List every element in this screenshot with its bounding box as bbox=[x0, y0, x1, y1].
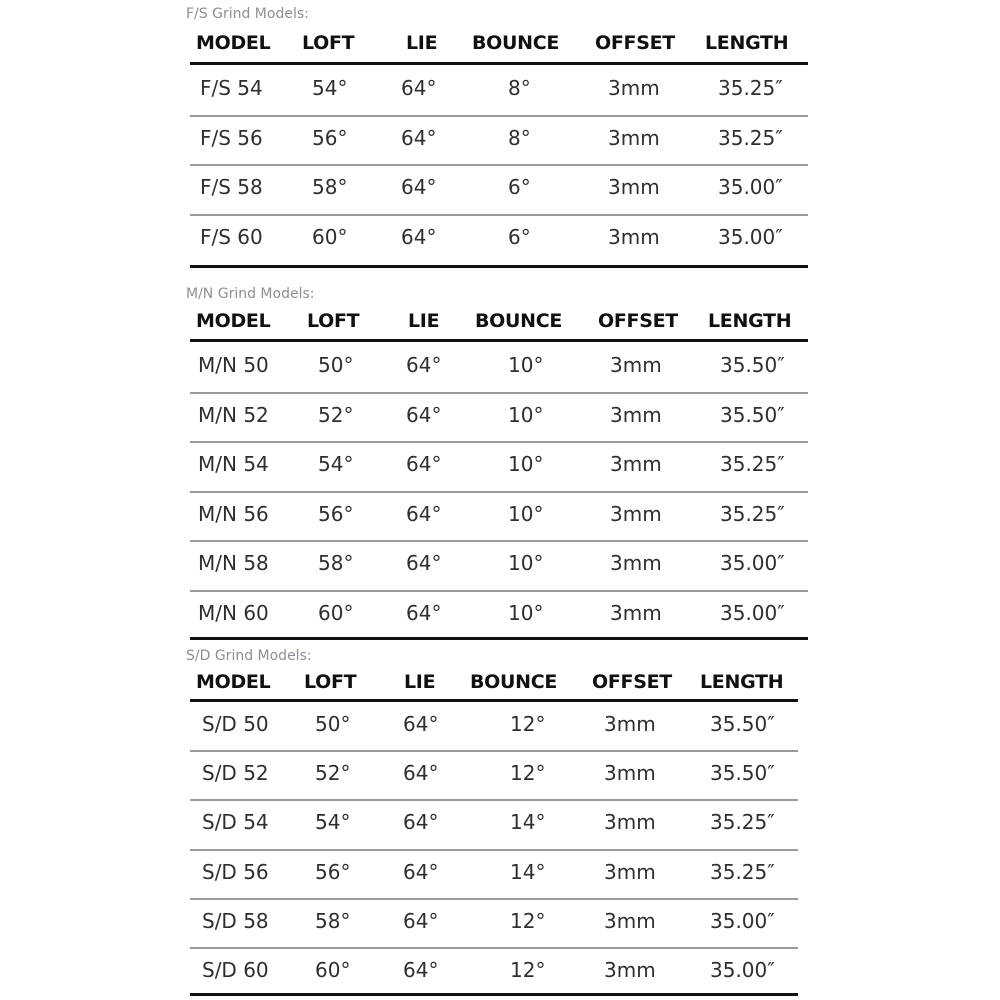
cell-length: 35.50″ bbox=[710, 761, 775, 786]
cell-model: M/N 60 bbox=[198, 601, 269, 625]
cell-length: 35.00″ bbox=[720, 601, 785, 625]
header-offset: OFFSET bbox=[595, 32, 675, 54]
cell-model: S/D 52 bbox=[202, 761, 269, 786]
cell-loft: 52° bbox=[318, 402, 354, 427]
cell-model: S/D 50 bbox=[202, 712, 269, 736]
cell-model: F/S 56 bbox=[200, 125, 263, 150]
cell-model: M/N 54 bbox=[198, 452, 269, 477]
section-title: S/D Grind Models: bbox=[186, 648, 312, 664]
cell-loft: 60° bbox=[318, 601, 354, 625]
table-row bbox=[190, 810, 798, 840]
cell-offset: 3mm bbox=[604, 958, 656, 982]
cell-model: M/N 52 bbox=[198, 402, 269, 427]
header-lie: LIE bbox=[404, 671, 436, 693]
cell-bounce: 10° bbox=[508, 452, 544, 477]
cell-loft: 58° bbox=[315, 908, 351, 933]
header-model: MODEL bbox=[196, 671, 271, 693]
cell-model: M/N 56 bbox=[198, 501, 269, 526]
cell-bounce: 12° bbox=[510, 908, 546, 933]
cell-bounce: 12° bbox=[510, 712, 546, 736]
cell-loft: 60° bbox=[312, 225, 348, 250]
cell-length: 35.25″ bbox=[710, 859, 775, 884]
cell-offset: 3mm bbox=[610, 501, 662, 526]
cell-bounce: 10° bbox=[508, 353, 544, 377]
cell-model: S/D 58 bbox=[202, 908, 269, 933]
cell-loft: 54° bbox=[318, 452, 354, 477]
cell-length: 35.50″ bbox=[720, 353, 785, 377]
header-loft: LOFT bbox=[304, 671, 357, 693]
cell-loft: 56° bbox=[312, 125, 348, 150]
row-divider bbox=[190, 849, 798, 851]
section-title: F/S Grind Models: bbox=[186, 6, 309, 22]
cell-model: F/S 54 bbox=[200, 76, 263, 100]
cell-lie: 64° bbox=[401, 76, 437, 100]
table-row bbox=[190, 958, 798, 988]
cell-lie: 64° bbox=[406, 601, 442, 625]
cell-loft: 50° bbox=[318, 353, 354, 377]
cell-length: 35.00″ bbox=[720, 551, 785, 576]
table-header bbox=[190, 671, 798, 699]
cell-lie: 64° bbox=[403, 859, 439, 884]
cell-bounce: 8° bbox=[508, 125, 531, 150]
table-row bbox=[190, 860, 798, 890]
cell-bounce: 14° bbox=[510, 859, 546, 884]
cell-offset: 3mm bbox=[604, 908, 656, 933]
header-lie: LIE bbox=[406, 32, 438, 54]
header-bounce: BOUNCE bbox=[475, 310, 563, 332]
header-length: LENGTH bbox=[705, 32, 789, 54]
cell-bounce: 10° bbox=[508, 402, 544, 427]
cell-model: F/S 58 bbox=[200, 175, 263, 200]
cell-lie: 64° bbox=[406, 353, 442, 377]
cell-bounce: 12° bbox=[510, 958, 546, 982]
cell-bounce: 14° bbox=[510, 810, 546, 835]
cell-lie: 64° bbox=[403, 810, 439, 835]
grind-table-sd bbox=[186, 0, 798, 1000]
row-divider bbox=[190, 947, 798, 949]
cell-loft: 54° bbox=[312, 76, 348, 100]
cell-bounce: 10° bbox=[508, 501, 544, 526]
cell-length: 35.25″ bbox=[720, 501, 785, 526]
cell-model: S/D 60 bbox=[202, 958, 269, 982]
cell-length: 35.00″ bbox=[718, 225, 783, 250]
cell-bounce: 10° bbox=[508, 601, 544, 625]
cell-offset: 3mm bbox=[604, 810, 656, 835]
cell-model: M/N 58 bbox=[198, 551, 269, 576]
cell-lie: 64° bbox=[406, 452, 442, 477]
header-model: MODEL bbox=[196, 310, 271, 332]
cell-offset: 3mm bbox=[604, 761, 656, 786]
table-row bbox=[190, 761, 798, 791]
header-bounce: BOUNCE bbox=[472, 32, 560, 54]
cell-lie: 64° bbox=[403, 761, 439, 786]
table-row bbox=[190, 712, 798, 742]
header-model: MODEL bbox=[196, 32, 271, 54]
cell-length: 35.00″ bbox=[710, 958, 775, 982]
row-divider bbox=[190, 799, 798, 801]
cell-bounce: 6° bbox=[508, 225, 531, 250]
cell-offset: 3mm bbox=[610, 353, 662, 377]
cell-length: 35.00″ bbox=[710, 908, 775, 933]
cell-offset: 3mm bbox=[608, 225, 660, 250]
cell-loft: 50° bbox=[315, 712, 351, 736]
cell-loft: 56° bbox=[318, 501, 354, 526]
header-bounce: BOUNCE bbox=[470, 671, 558, 693]
cell-offset: 3mm bbox=[610, 601, 662, 625]
table-row bbox=[190, 909, 798, 939]
cell-lie: 64° bbox=[401, 225, 437, 250]
cell-lie: 64° bbox=[401, 125, 437, 150]
row-divider bbox=[190, 898, 798, 900]
cell-offset: 3mm bbox=[604, 859, 656, 884]
table-bottom-border bbox=[190, 993, 798, 996]
cell-offset: 3mm bbox=[610, 551, 662, 576]
cell-lie: 64° bbox=[403, 908, 439, 933]
header-offset: OFFSET bbox=[598, 310, 678, 332]
cell-model: F/S 60 bbox=[200, 225, 263, 250]
header-lie: LIE bbox=[408, 310, 440, 332]
cell-offset: 3mm bbox=[608, 76, 660, 100]
cell-offset: 3mm bbox=[608, 125, 660, 150]
cell-bounce: 8° bbox=[508, 76, 531, 100]
cell-bounce: 6° bbox=[508, 175, 531, 200]
cell-loft: 58° bbox=[318, 551, 354, 576]
cell-lie: 64° bbox=[406, 501, 442, 526]
cell-loft: 58° bbox=[312, 175, 348, 200]
cell-loft: 54° bbox=[315, 810, 351, 835]
cell-model: S/D 54 bbox=[202, 810, 269, 835]
cell-bounce: 10° bbox=[508, 551, 544, 576]
cell-length: 35.50″ bbox=[710, 712, 775, 736]
header-length: LENGTH bbox=[700, 671, 784, 693]
cell-lie: 64° bbox=[406, 402, 442, 427]
header-loft: LOFT bbox=[307, 310, 360, 332]
cell-loft: 56° bbox=[315, 859, 351, 884]
cell-offset: 3mm bbox=[610, 452, 662, 477]
header-loft: LOFT bbox=[302, 32, 355, 54]
cell-model: M/N 50 bbox=[198, 353, 269, 377]
cell-lie: 64° bbox=[403, 958, 439, 982]
cell-offset: 3mm bbox=[610, 402, 662, 427]
header-offset: OFFSET bbox=[592, 671, 672, 693]
cell-length: 35.25″ bbox=[720, 452, 785, 477]
cell-lie: 64° bbox=[403, 712, 439, 736]
row-divider bbox=[190, 750, 798, 752]
cell-length: 35.25″ bbox=[718, 76, 783, 100]
cell-loft: 60° bbox=[315, 958, 351, 982]
cell-offset: 3mm bbox=[604, 712, 656, 736]
cell-loft: 52° bbox=[315, 761, 351, 786]
cell-length: 35.00″ bbox=[718, 175, 783, 200]
section-title: M/N Grind Models: bbox=[186, 286, 315, 302]
cell-lie: 64° bbox=[401, 175, 437, 200]
cell-length: 35.50″ bbox=[720, 402, 785, 427]
cell-length: 35.25″ bbox=[710, 810, 775, 835]
cell-bounce: 12° bbox=[510, 761, 546, 786]
cell-offset: 3mm bbox=[608, 175, 660, 200]
header-divider bbox=[190, 699, 798, 702]
cell-length: 35.25″ bbox=[718, 125, 783, 150]
cell-lie: 64° bbox=[406, 551, 442, 576]
cell-model: S/D 56 bbox=[202, 859, 269, 884]
header-length: LENGTH bbox=[708, 310, 792, 332]
